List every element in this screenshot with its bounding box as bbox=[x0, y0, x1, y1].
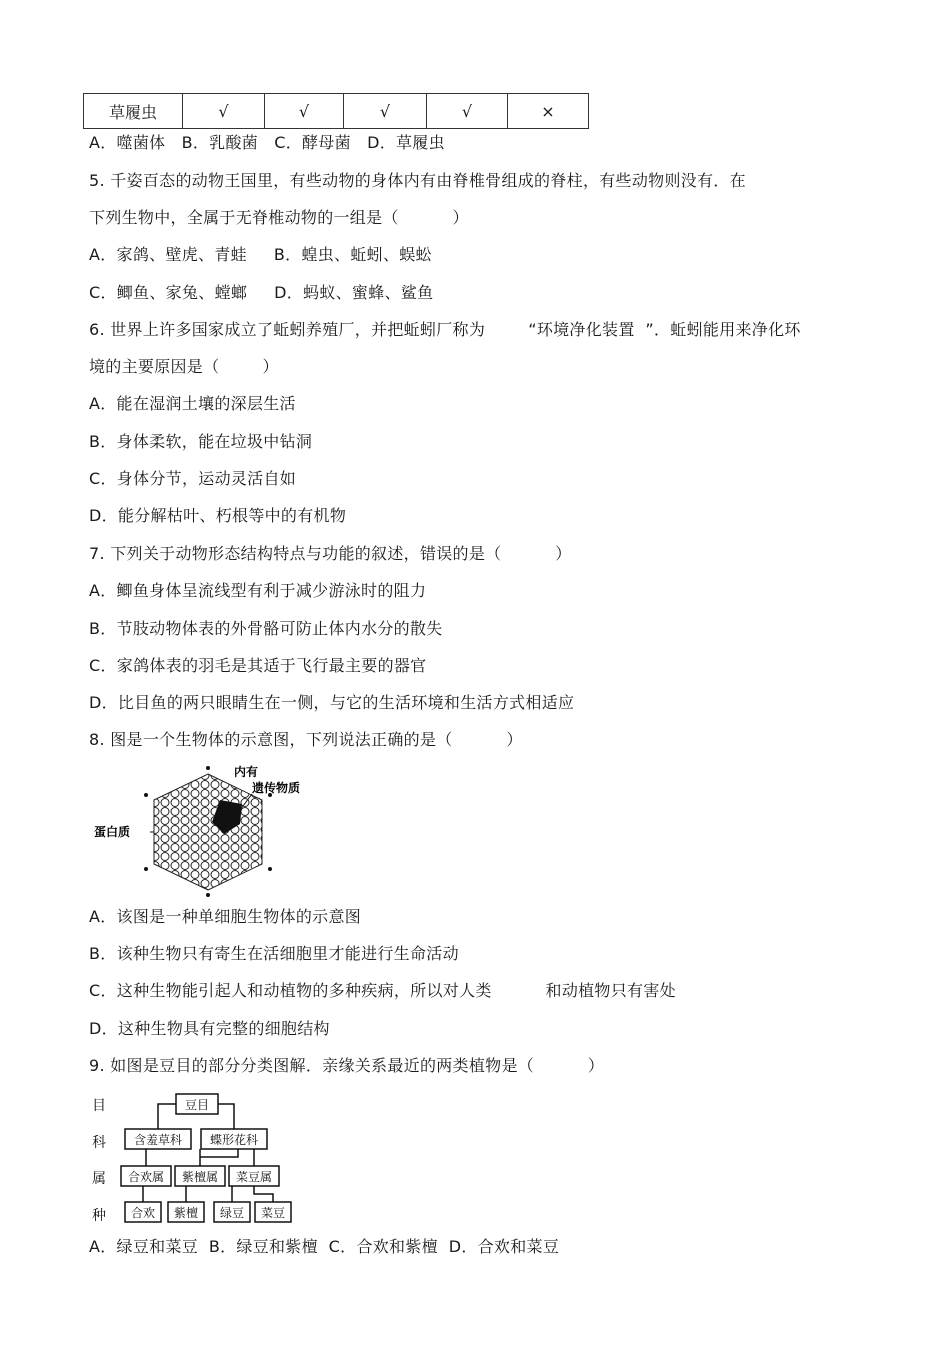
q9-options: A．绿豆和菜豆 B．绿豆和紫檀 C．合欢和紫檀 D．合欢和菜豆 bbox=[89, 1237, 560, 1256]
level-label-species: 种 bbox=[92, 1208, 106, 1224]
q5-options-line1: A．家鸽、壁虎、青蛙 B．蝗虫、蚯蚓、蜈蚣 bbox=[89, 245, 432, 264]
q6-option-b: B．身体柔软，能在垃圾中钻洞 bbox=[89, 432, 313, 451]
label-protein: 蛋白质 bbox=[94, 825, 131, 839]
q8-option-d: D．这种生物具有完整的细胞结构 bbox=[89, 1019, 330, 1038]
species-box: 紫檀 bbox=[173, 1206, 199, 1220]
virus-figure bbox=[90, 762, 330, 897]
table-cell: × bbox=[508, 94, 589, 129]
genus-box: 合欢属 bbox=[127, 1170, 165, 1184]
species-box: 绿豆 bbox=[219, 1206, 245, 1220]
table-row bbox=[84, 94, 589, 129]
family-box: 含羞草科 bbox=[133, 1133, 183, 1147]
table-cell-organism: 草履虫 bbox=[84, 94, 183, 129]
q5-stem-line2: 下列生物中，全属于无脊椎动物的一组是（ ） bbox=[89, 208, 469, 227]
q6-stem-line1: 6. 世界上许多国家成立了蚯蚓养殖厂，并把蚯蚓厂称为 “环境净化装置 ”．蚯蚓能用来净化环 bbox=[89, 320, 801, 339]
q5-options-line2: C．鲫鱼、家兔、螳螂 D．蚂蚁、蜜蜂、鲨鱼 bbox=[89, 283, 434, 302]
capsid-shape bbox=[154, 774, 262, 890]
answer-table bbox=[83, 93, 589, 129]
order-box: 豆目 bbox=[184, 1098, 210, 1112]
q8-option-c: C．这种生物能引起人和动植物的多种疾病，所以对人类 和动植物只有害处 bbox=[89, 981, 676, 1000]
q8-stem: 8. 图是一个生物体的示意图，下列说法正确的是（ ） bbox=[89, 730, 523, 749]
label-genetic-material: 遗传物质 bbox=[252, 781, 301, 795]
level-label-order: 目 bbox=[92, 1098, 106, 1114]
q7-option-b: B．节肢动物体表的外骨骼可防止体内水分的散失 bbox=[89, 619, 443, 638]
species-box: 菜豆 bbox=[260, 1206, 286, 1220]
q6-option-c: C．身体分节，运动灵活自如 bbox=[89, 469, 297, 488]
q8-option-a: A．该图是一种单细胞生物体的示意图 bbox=[89, 907, 362, 926]
q4-options: A．噬菌体 B．乳酸菌 C．酵母菌 D．草履虫 bbox=[89, 133, 445, 152]
q6-option-d: D．能分解枯叶、朽根等中的有机物 bbox=[89, 506, 347, 525]
q7-stem: 7. 下列关于动物形态结构特点与功能的叙述，错误的是（ ） bbox=[89, 544, 572, 563]
label-inner: 内有 bbox=[234, 765, 259, 779]
classification-figure bbox=[88, 1090, 298, 1225]
q7-option-d: D．比目鱼的两只眼睛生在一侧，与它的生活环境和生活方式相适应 bbox=[89, 693, 575, 712]
family-box: 蝶形花科 bbox=[209, 1133, 259, 1147]
q7-option-c: C．家鸽体表的羽毛是其适于飞行最主要的器官 bbox=[89, 656, 427, 675]
table-cell: √ bbox=[183, 94, 265, 129]
level-label-family: 科 bbox=[92, 1135, 106, 1151]
q6-option-a: A．能在湿润土壤的深层生活 bbox=[89, 394, 296, 413]
q9-stem: 9. 如图是豆目的部分分类图解．亲缘关系最近的两类植物是（ ） bbox=[89, 1056, 605, 1075]
table-cell: √ bbox=[265, 94, 344, 129]
q6-stem-line2: 境的主要原因是（ ） bbox=[89, 357, 279, 376]
table-cell: √ bbox=[344, 94, 427, 129]
level-label-genus: 属 bbox=[92, 1171, 106, 1187]
genus-box: 菜豆属 bbox=[235, 1170, 273, 1184]
table-cell: √ bbox=[427, 94, 508, 129]
q5-stem-line1: 5. 千姿百态的动物王国里，有些动物的身体内有由脊椎骨组成的脊柱，有些动物则没有．在 bbox=[89, 171, 746, 190]
species-box: 合欢 bbox=[130, 1206, 156, 1220]
q7-option-a: A．鲫鱼身体呈流线型有利于减少游泳时的阻力 bbox=[89, 581, 427, 600]
q8-option-b: B．该种生物只有寄生在活细胞里才能进行生命活动 bbox=[89, 944, 459, 963]
genus-box: 紫檀属 bbox=[181, 1170, 219, 1184]
